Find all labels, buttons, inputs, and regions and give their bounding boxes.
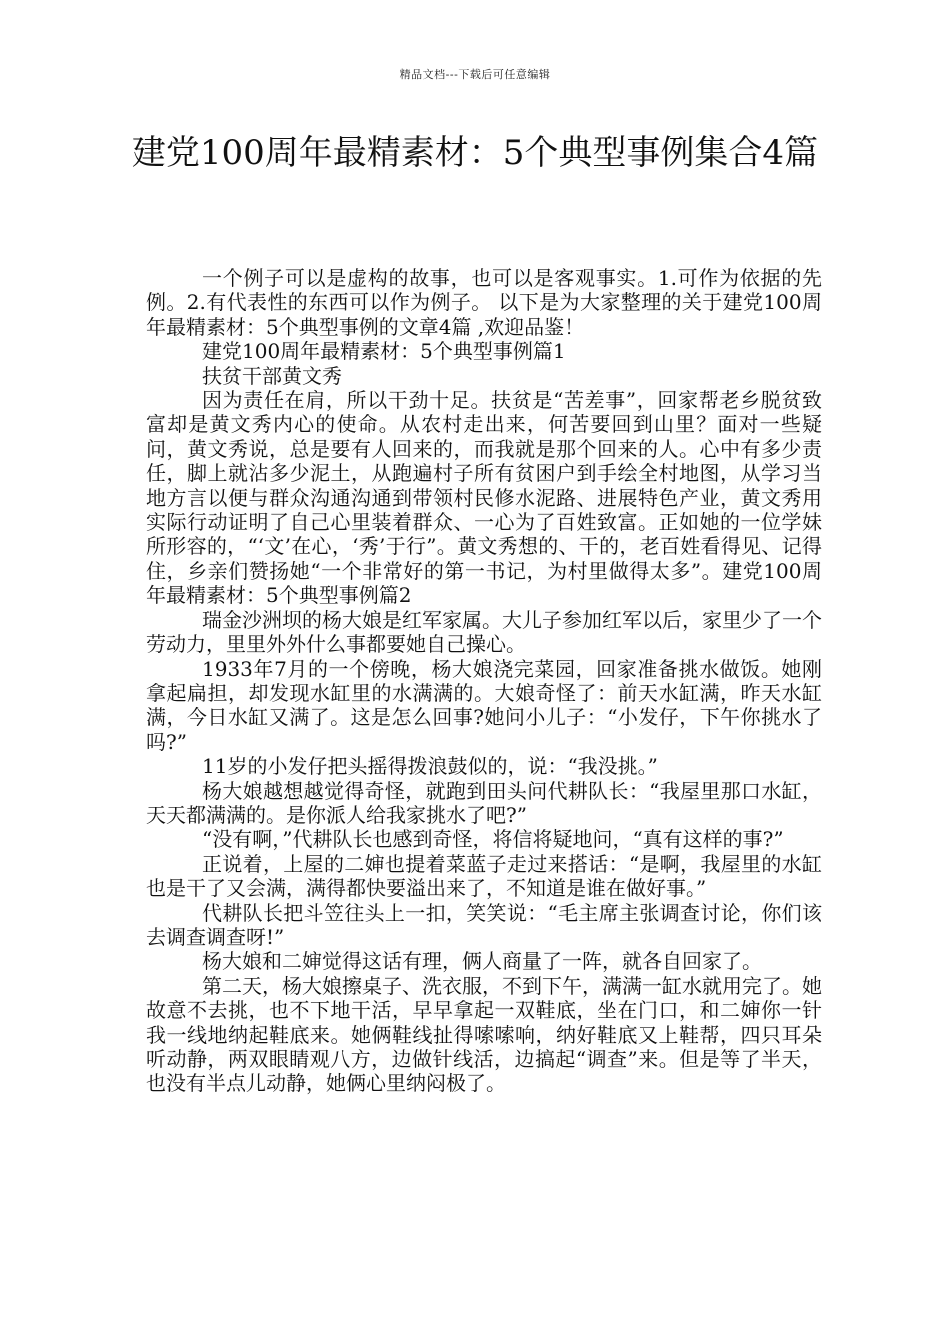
body-paragraph: 代耕队长把斗笠往头上一扣，笑笑说：“毛主席主张调查讨论，你们该去调查调查呀!” <box>146 900 822 949</box>
header-note: 精品文档---下载后可任意编辑 <box>399 68 551 81</box>
body-paragraph: 1933年7月的一个傍晚，杨大娘浇完菜园，回家准备挑水做饭。她刚拿起扁担，却发现水缸里的水满满的。大娘奇怪了：前天水缸满，昨天水缸满，今日水缸又满了。这是怎么回事?她问小儿子：“小发仔，下午你挑水了吗?” <box>146 656 822 754</box>
section-heading-1: 建党100周年最精素材：5个典型事例篇1 <box>202 339 566 364</box>
intro-paragraph: 一个例子可以是虚构的故事，也可以是客观事实。1.可作为依据的先例。2.有代表性的东西可以作为例子。 以下是为大家整理的关于建党100周年最精素材：5个典型事例的文章4篇 ,欢迎品鉴！ <box>146 266 822 339</box>
body-paragraph: 正说着，上屋的二婶也提着菜蓝子走过来搭话：“是啊，我屋里的水缸也是干了又会满，满得都快要溢出来了，不知道是谁在做好事。” <box>146 851 822 901</box>
document-title: 建党100周年最精素材：5个典型事例集合4篇 <box>131 133 819 173</box>
body-paragraph: “没有啊，”代耕队长也感到奇怪，将信将疑地问，“真有这样的事?” <box>202 827 784 852</box>
body-paragraph: 杨大娘和二婶觉得这话有理，俩人商量了一阵，就各自回家了。 <box>202 949 762 974</box>
subject-heading: 扶贫干部黄文秀 <box>202 363 342 388</box>
body-paragraph: 第二天，杨大娘擦桌子、洗衣服，不到下午，满满一缸水就用完了。她故意不去挑，也不下地干活，早早拿起一双鞋底，坐在门口，和二婶你一针我一线地纳起鞋底来。她俩鞋线扯得嗦嗦响，纳好鞋底又上鞋帮，四只耳朵听动静，两双眼睛观八方，边做针线活，边搞起“调查”来。但是等了半天，也没有半点儿动静，她俩心里纳闷极了。 <box>146 973 822 1096</box>
body-paragraph: 瑞金沙洲坝的杨大娘是红军家属。大儿子参加红军以后，家里少了一个劳动力，里里外外什么事都要她自己操心。 <box>146 607 822 657</box>
body-paragraph: 因为责任在肩，所以干劲十足。扶贫是“苦差事”，回家帮老乡脱贫致富却是黄文秀内心的使命。从农村走出来，何苦要回到山里？面对一些疑问，黄文秀说，总是要有人回来的，而我就是那个回来的人。心中有多少责任，脚上就沾多少泥土，从跑遍村子所有贫困户到手绘全村地图，从学习当地方言以便与群众沟通沟通到带领村民修水泥路、进展特色产业，黄文秀用实际行动证明了自己心里装着群众、一心为了百姓致富。正如她的一位学妹所形容的，“‘文’在心，‘秀’于行”。黄文秀想的、干的，老百姓看得见、记得住，乡亲们赞扬她“一个非常好的第一书记，为村里做得太多”。建党100周年最精素材：5个典型事例篇2 <box>146 388 822 608</box>
body-paragraph: 11岁的小发仔把头摇得拨浪鼓似的，说：“我没挑。” <box>202 754 658 779</box>
body-paragraph: 杨大娘越想越觉得奇怪，就跑到田头问代耕队长：“我屋里那口水缸，天天都满满的。是你派人给我家挑水了吧?” <box>146 778 822 827</box>
document-body <box>146 266 822 1096</box>
